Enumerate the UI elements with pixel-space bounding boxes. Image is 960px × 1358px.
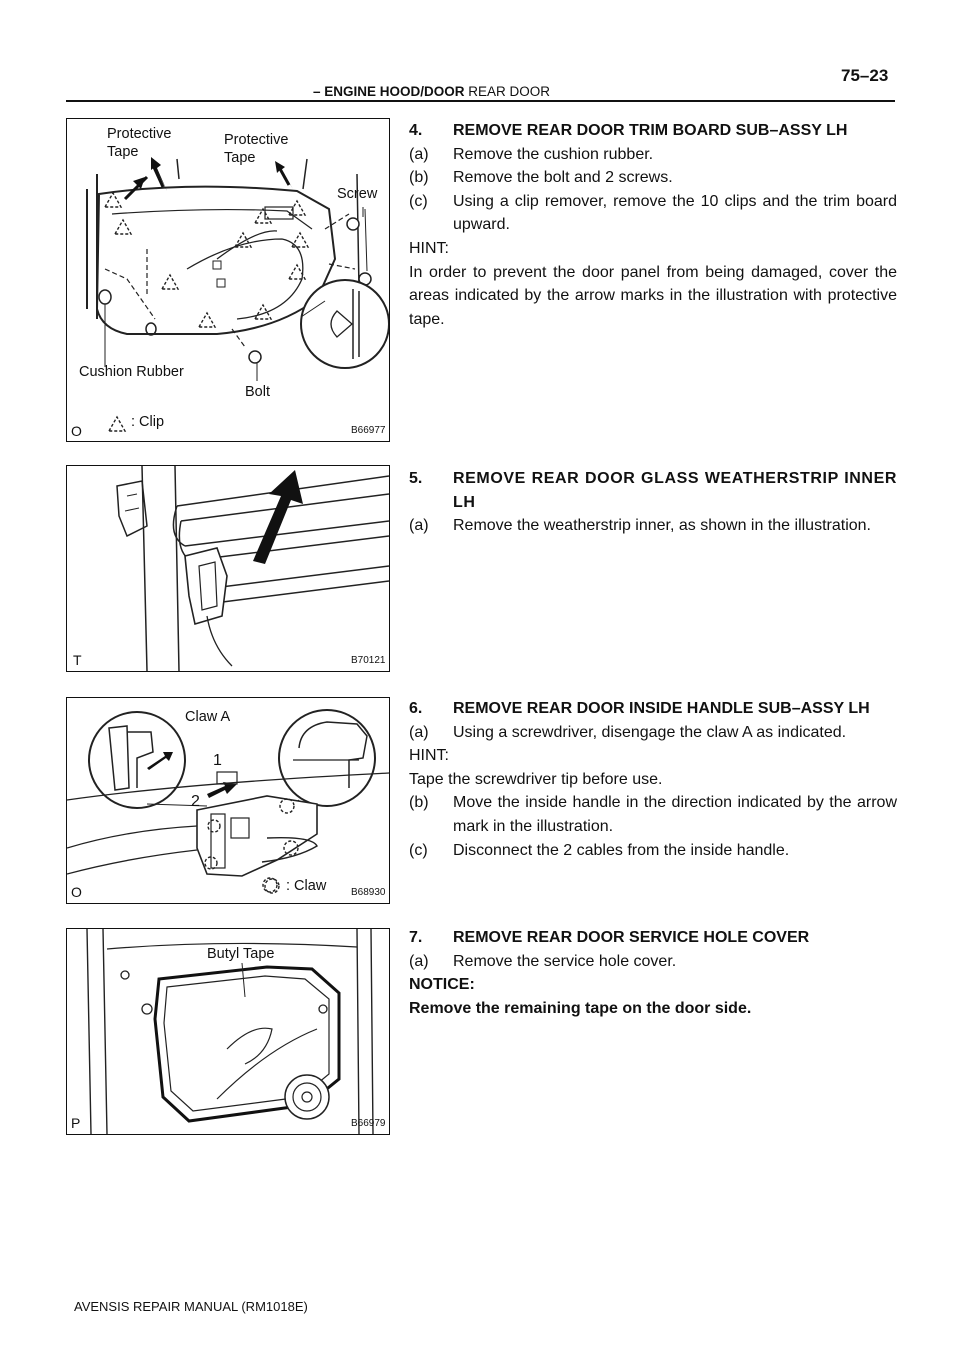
footer-manual: AVENSIS REPAIR MANUAL (RM1018E) (74, 1299, 308, 1314)
label-step-2: 2 (191, 793, 200, 810)
figure-weatherstrip (66, 465, 390, 672)
trim-board-illustration (67, 119, 389, 441)
page-number: 75–23 (841, 66, 889, 85)
header-subsection: REAR DOOR (468, 84, 551, 99)
claw-legend-icon (263, 876, 283, 896)
label-step-1: 1 (213, 752, 222, 769)
step-6c: (c) Disconnect the 2 cables from the inside handle. (409, 841, 790, 859)
step-4c: (c) Using a clip remover, remove the 10 clips and the trim board upward. (409, 192, 897, 234)
label-protective-tape-1: Protective Tape (107, 126, 172, 161)
header-section: – ENGINE HOOD/DOOR (313, 84, 465, 99)
label-butyl-tape: Butyl Tape (207, 946, 275, 962)
step-4a: (a) Remove the cushion rubber. (409, 145, 654, 163)
step-4-title: 4. REMOVE REAR DOOR TRIM BOARD SUB–ASSY LH (409, 122, 848, 139)
step-6a: (a) Using a screwdriver, disengage the claw A as indicated. (409, 723, 847, 741)
label-screw: Screw (337, 186, 378, 202)
legend-clip: : Clip (131, 414, 165, 430)
step-4b: (b) Remove the bolt and 2 screws. (409, 169, 673, 187)
step-6-hint-label: HINT: (409, 747, 449, 765)
step-5-title: 5. REMOVE REAR DOOR GLASS WEATHERSTRIP INNER LH (409, 470, 897, 511)
figure-inside-handle (66, 697, 390, 904)
step-7 (409, 926, 897, 1020)
step-4-hint: In order to prevent the door panel from being damaged, cover the areas indicated by the arrow marks in the illustration with protective tape. (409, 263, 897, 328)
inside-handle-illustration (67, 698, 389, 903)
figure-corner-mark: P (71, 1115, 81, 1131)
weatherstrip-illustration (67, 466, 389, 671)
step-5 (409, 467, 897, 538)
label-bolt: Bolt (245, 384, 270, 400)
figure-service-hole-cover (66, 928, 390, 1135)
step-7-title: 7. REMOVE REAR DOOR SERVICE HOLE COVER (409, 929, 810, 946)
step-4-hint-label: HINT: (409, 239, 449, 257)
step-7a: (a) Remove the service hole cover. (409, 952, 677, 970)
label-protective-tape-2: Protective Tape (224, 132, 289, 167)
figure-corner-mark: T (73, 652, 82, 668)
figure-code: B66979 (351, 1118, 386, 1129)
figure-trim-board (66, 118, 390, 442)
step-5a: (a) Remove the weatherstrip inner, as shown in the illustration. (409, 517, 871, 535)
header-section-title (313, 84, 550, 99)
step-6-title: 6. REMOVE REAR DOOR INSIDE HANDLE SUB–ASSY LH (409, 700, 870, 717)
step-7-notice: Remove the remaining tape on the door side. (409, 999, 752, 1017)
label-cushion-rubber: Cushion Rubber (79, 364, 184, 380)
step-6-hint: Tape the screwdriver tip before use. (409, 770, 663, 788)
legend-claw: : Claw (286, 878, 327, 894)
step-6 (409, 697, 897, 862)
label-claw-a: Claw A (185, 709, 231, 725)
step-6b: (b) Move the inside handle in the direction indicated by the arrow mark in the illustration. (409, 794, 897, 835)
figure-corner-mark: O (71, 423, 82, 439)
figure-code: B68930 (351, 887, 386, 898)
step-7-notice-label: NOTICE: (409, 976, 475, 994)
figure-code: B70121 (351, 655, 386, 666)
figure-code: B66977 (351, 425, 386, 436)
header-rule (66, 100, 895, 102)
figure-corner-mark: O (71, 884, 82, 900)
step-4 (409, 119, 897, 331)
